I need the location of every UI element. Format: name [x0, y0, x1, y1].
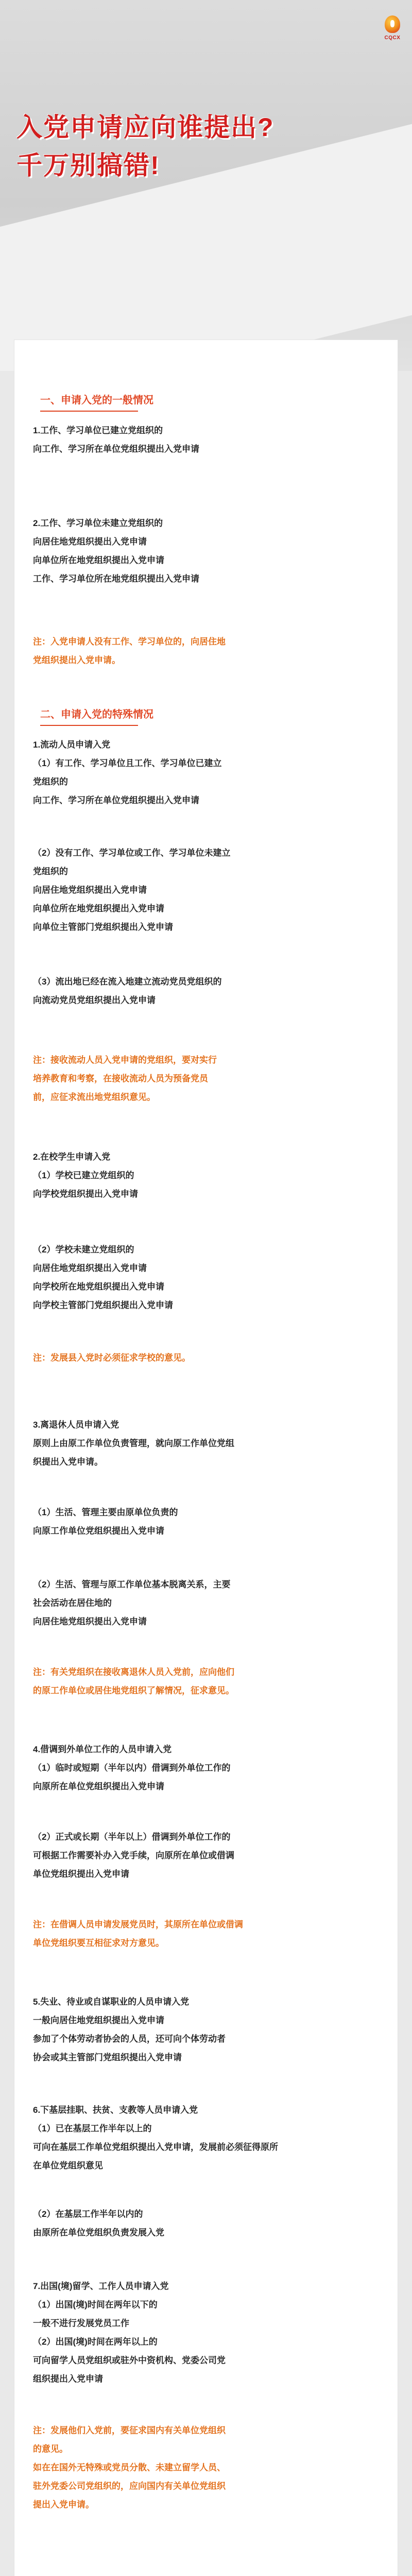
text-block — [33, 2277, 383, 2388]
text-block — [33, 1148, 383, 1204]
hero-banner — [0, 0, 412, 371]
text-block — [33, 736, 383, 810]
text-line: （1）临时或短期（半年以内）借调到外单位工作的 — [33, 1763, 231, 1773]
section-1-heading — [40, 392, 153, 412]
note-line: 注：有关党组织在接收离退休人员入党前，应向他们 — [33, 1667, 234, 1677]
note-line: 的原工作单位或居住地党组织了解情况，征求意见。 — [33, 1686, 234, 1696]
text-line: 织提出入党申请。 — [33, 1457, 103, 1467]
section-2-heading — [40, 706, 153, 726]
text-line: （1）已在基层工作半年以上的 — [33, 2124, 152, 2133]
text-line: 7.出国(境)留学、工作人员申请入党 — [33, 2281, 169, 2291]
title-line-1: 入党申请应向谁提出? — [16, 113, 274, 142]
note-block — [33, 2421, 383, 2514]
note-line: 注：发展他们入党前，要征求国内有关单位党组织 — [33, 2426, 226, 2435]
text-line: 向原工作单位党组织提出入党申请 — [33, 1526, 164, 1536]
note-block — [33, 633, 383, 670]
text-line: 可向留学人员党组织或驻外中资机构、党委公司党 — [33, 2355, 226, 2365]
text-block — [33, 1241, 383, 1315]
note-block — [33, 1663, 383, 1700]
text-line: 向工作、学习所在单位党组织提出入党申请 — [33, 444, 199, 454]
text-line: 5.失业、待业或自谋职业的人员申请入党 — [33, 1997, 190, 2007]
text-line: 向居住地党组织提出入党申请 — [33, 885, 147, 895]
note-line: 前，应征求流出地党组织意见。 — [33, 1092, 156, 1102]
text-line: （1）出国(境)时间在两年以下的 — [33, 2300, 158, 2310]
text-line: （2）正式或长期（半年以上）借调到外单位工作的 — [33, 1832, 231, 1842]
text-block — [33, 1503, 383, 1540]
text-line: 一般向居住地党组织提出入党申请 — [33, 2015, 164, 2025]
text-line: 向工作、学习所在单位党组织提出入党申请 — [33, 795, 199, 805]
text-line: 向居住地党组织提出入党申请 — [33, 537, 147, 547]
content-card — [14, 340, 398, 2576]
text-line: （1）学校已建立党组织的 — [33, 1171, 134, 1180]
title-line-2: 千万别搞错! — [16, 151, 160, 180]
text-block — [33, 421, 383, 459]
text-line: 由原所在单位党组织负责发展入党 — [33, 2228, 164, 2238]
note-line: 注：在借调人员申请发展党员时，其原所在单位或借调 — [33, 1920, 243, 1929]
text-line: （1）生活、管理主要由原单位负责的 — [33, 1507, 178, 1517]
note-line: 驻外党委公司党组织的，应向国内有关单位党组织 — [33, 2481, 226, 2491]
text-line: 党组织的 — [33, 867, 68, 876]
text-line: 向流动党员党组织提出入党申请 — [33, 995, 156, 1005]
text-block — [33, 1740, 383, 1796]
text-line: （2）学校未建立党组织的 — [33, 1245, 134, 1255]
text-line: 2.工作、学习单位未建立党组织的 — [33, 518, 163, 528]
text-line: 组织提出入党申请 — [33, 2374, 103, 2384]
text-line: 一般不进行发展党员工作 — [33, 2318, 129, 2328]
note-line: 党组织提出入党申请。 — [33, 655, 121, 665]
note-line: 培养教育和考察，在接收流动人员为预备党员 — [33, 1074, 208, 1083]
text-block — [33, 2101, 383, 2175]
text-line: 3.离退休人员申请入党 — [33, 1420, 119, 1430]
text-line: 2.在校学生申请入党 — [33, 1152, 111, 1162]
note-line: 的意见。 — [33, 2444, 68, 2454]
text-line: 1.流动人员申请入党 — [33, 740, 111, 750]
brand-name: CQCX — [384, 35, 401, 41]
text-line: 向单位主管部门党组织提出入党申请 — [33, 922, 173, 932]
text-line: 协会或其主管部门党组织提出入党申请 — [33, 2053, 182, 2062]
text-line: 向单位所在地党组织提出入党申请 — [33, 904, 164, 913]
note-line: 单位党组织要互相征求对方意见。 — [33, 1938, 164, 1948]
text-block — [33, 2205, 383, 2242]
text-line: 党组织的 — [33, 777, 68, 787]
note-line: 注：接收流动人员入党申请的党组织，要对实行 — [33, 1055, 217, 1065]
text-line: 向原所在单位党组织提出入党申请 — [33, 1782, 164, 1791]
text-line: 向学校所在地党组织提出入党申请 — [33, 1282, 164, 1292]
section-1-title: 一、申请入党的一般情况 — [40, 395, 153, 406]
text-line: 向居住地党组织提出入党申请 — [33, 1617, 147, 1626]
text-line: （2）出国(境)时间在两年以上的 — [33, 2337, 158, 2347]
section-2-title: 二、申请入党的特殊情况 — [40, 709, 153, 720]
text-line: 1.工作、学习单位已建立党组织的 — [33, 426, 163, 435]
text-line: （2）没有工作、学习单位或工作、学习单位未建立 — [33, 848, 231, 858]
text-line: 可根据工作需要补办入党手续，向原所在单位或借调 — [33, 1851, 234, 1860]
note-block — [33, 1051, 383, 1107]
page-title — [16, 108, 398, 184]
text-block — [33, 1993, 383, 2067]
note-line: 如在在国外无特殊或党员分散、未建立留学人员、 — [33, 2463, 226, 2472]
text-line: 工作、学习单位所在地党组织提出入党申请 — [33, 574, 199, 584]
text-line: 向学校党组织提出入党申请 — [33, 1189, 138, 1199]
brand-logo[interactable] — [382, 15, 403, 45]
text-line: 向单位所在地党组织提出入党申请 — [33, 555, 164, 565]
note-line: 注：入党申请人没有工作、学习单位的，向居住地 — [33, 637, 226, 647]
text-line: 社会活动在居住地的 — [33, 1598, 112, 1608]
text-line: 原则上由原工作单位负责管理，就向原工作单位党组 — [33, 1438, 234, 1448]
text-line: 参加了个体劳动者协会的人员，还可向个体劳动者 — [33, 2034, 226, 2044]
heading-underline — [40, 725, 138, 726]
text-line: （1）有工作、学习单位且工作、学习单位已建立 — [33, 758, 222, 768]
note-line: 注：发展县入党时必须征求学校的意见。 — [33, 1353, 191, 1363]
text-block — [33, 1416, 383, 1471]
text-line: （2）在基层工作半年以内的 — [33, 2209, 143, 2219]
text-line: 单位党组织提出入党申请 — [33, 1869, 129, 1879]
text-line: 向居住地党组织提出入党申请 — [33, 1263, 147, 1273]
text-line: （3）流出地已经在流入地建立流动党员党组织的 — [33, 977, 222, 987]
note-line: 提出入党申请。 — [33, 2500, 94, 2510]
note-block — [33, 1349, 383, 1367]
text-block — [33, 1575, 383, 1631]
text-block — [33, 844, 383, 937]
text-block — [33, 1828, 383, 1884]
text-line: 向学校主管部门党组织提出入党申请 — [33, 1300, 173, 1310]
text-line: 4.借调到外单位工作的人员申请入党 — [33, 1744, 172, 1754]
text-block — [33, 973, 383, 1010]
note-block — [33, 1916, 383, 1953]
text-block — [33, 514, 383, 588]
text-line: 6.下基层挂职、扶贫、支教等人员申请入党 — [33, 2105, 198, 2115]
flame-icon — [385, 15, 400, 33]
text-line: 可向在基层工作单位党组织提出入党申请，发展前必须征得原所 — [33, 2142, 278, 2152]
heading-underline — [40, 411, 138, 412]
text-line: （2）生活、管理与原工作单位基本脱离关系，主要 — [33, 1580, 231, 1589]
text-line: 在单位党组织意见 — [33, 2161, 103, 2171]
